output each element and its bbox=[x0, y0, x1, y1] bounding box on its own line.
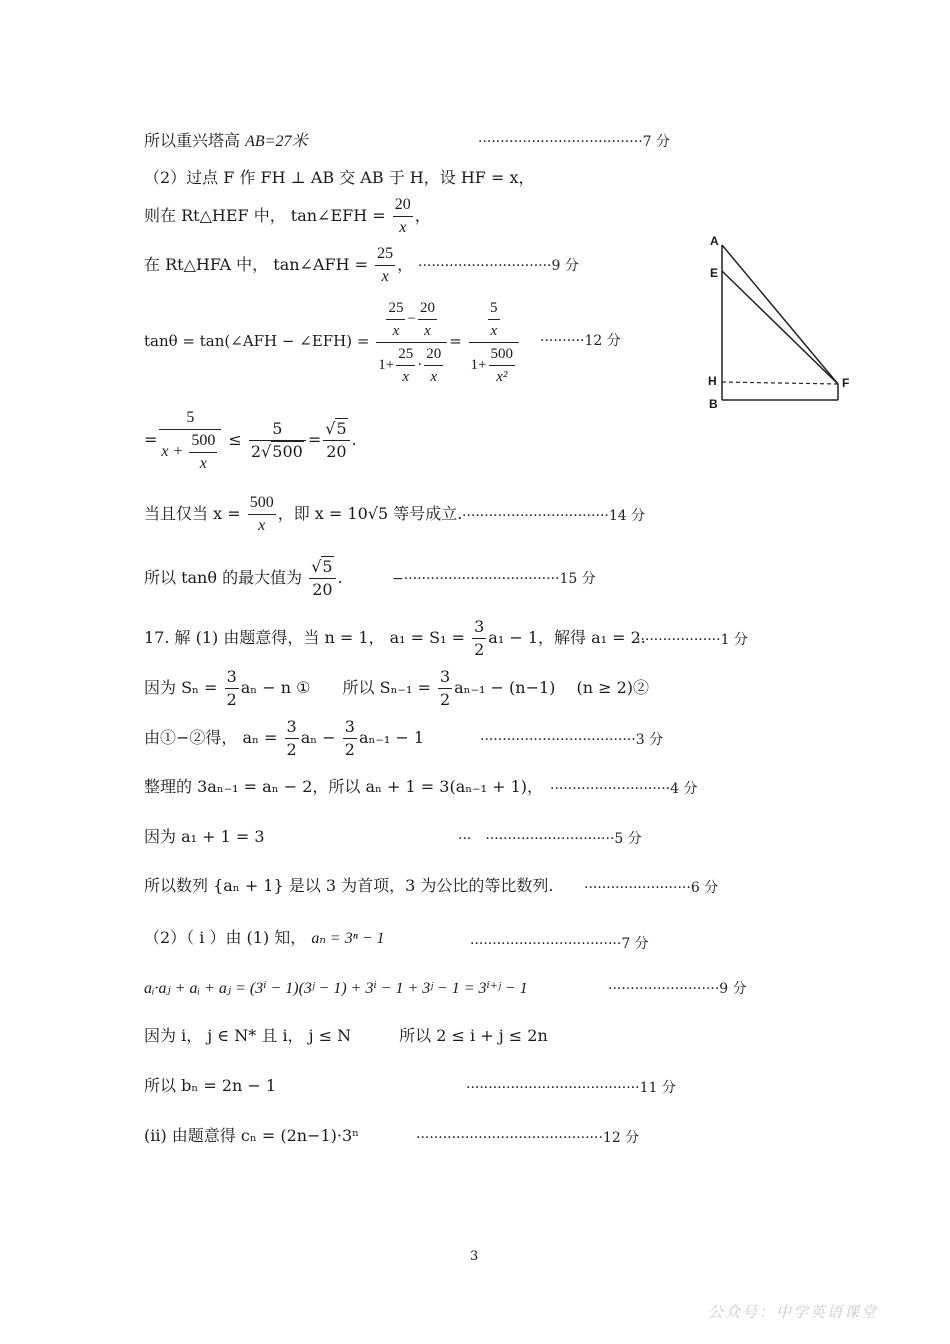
n: 20 bbox=[424, 343, 443, 366]
math-product: aᵢ·aⱼ + aᵢ + aⱼ = (3ⁱ − 1)(3ʲ − 1) + 3ⁱ − 1 + 3ʲ − 1 = 3ⁱ⁺ʲ − 1 bbox=[144, 980, 528, 997]
score-label: 12 分 bbox=[584, 333, 621, 349]
frac-25-x bbox=[386, 297, 405, 342]
text: 所以重兴塔高 bbox=[144, 131, 241, 150]
q17-line-6 bbox=[144, 876, 553, 896]
frac-500-x2 bbox=[489, 343, 516, 388]
q17-line-2 bbox=[144, 666, 649, 711]
n: √5 bbox=[309, 556, 335, 579]
d: 2 bbox=[226, 690, 237, 709]
radicand: 5 bbox=[336, 419, 347, 438]
label-b: B bbox=[709, 397, 718, 411]
equality-condition bbox=[144, 492, 462, 537]
text: 由①−②得， aₙ = bbox=[144, 728, 278, 747]
score-dots-3: ···································3 分 bbox=[480, 732, 664, 748]
q17-line-3 bbox=[144, 716, 424, 761]
n: 3 bbox=[343, 716, 357, 739]
d: 2 bbox=[474, 640, 485, 659]
one-plus: 1+ bbox=[470, 356, 487, 373]
compound-fraction-2 bbox=[469, 297, 519, 388]
text: 则在 Rt△HEF 中， tan∠EFH = bbox=[144, 206, 386, 225]
inequality-line: = 5 x + $\frac{500}{x}$ ≤ $\frac{5}{2√500}$ = $\frac{√5}{20}$ . bbox=[144, 405, 357, 475]
text: 所以 tanθ 的最大值为 bbox=[144, 568, 303, 587]
q17-line-1 bbox=[144, 616, 646, 661]
fraction-20-x bbox=[393, 194, 413, 239]
part2-setup bbox=[144, 168, 534, 188]
d: 20 bbox=[326, 442, 347, 461]
n: 5 bbox=[249, 418, 306, 441]
d: x bbox=[402, 368, 410, 385]
score-dots-11: ·······································11 分 bbox=[466, 1080, 676, 1096]
score-label: 11 分 bbox=[639, 1080, 676, 1096]
frac-500-x bbox=[189, 430, 217, 475]
text: （2）（ i ）由 (1) 知， bbox=[144, 928, 307, 947]
score-dots-12b: ··········································12 分 bbox=[416, 1130, 640, 1146]
score-label: 1 分 bbox=[720, 632, 748, 648]
d: 2√500 bbox=[250, 442, 303, 461]
n: 25 bbox=[386, 297, 405, 320]
text: 因为 Sₙ = bbox=[144, 678, 218, 697]
d: x bbox=[424, 322, 431, 339]
score-label: 14 分 bbox=[608, 508, 646, 524]
text: aₙ − n ① 所以 Sₙ₋₁ = bbox=[240, 678, 431, 697]
segment-hf-dashed bbox=[722, 382, 838, 384]
d: x + $\frac{500}{x}$ bbox=[159, 430, 221, 475]
frac-sqrt5-20 bbox=[323, 418, 349, 463]
score-label: 9 分 bbox=[551, 258, 579, 274]
math-an: aₙ = 3ⁿ − 1 bbox=[311, 930, 385, 947]
score-label: 5 分 bbox=[614, 831, 642, 847]
frac-500-x bbox=[248, 492, 276, 537]
denominator: x bbox=[399, 219, 407, 236]
n: 25 bbox=[396, 343, 415, 366]
frac-3-2 bbox=[438, 666, 452, 711]
denominator: 1+ $\frac{25}{x}$ · $\frac{20}{x}$ bbox=[376, 343, 447, 388]
frac-20-x bbox=[418, 297, 437, 342]
score-label: 4 分 bbox=[670, 781, 698, 797]
text: (ii) 由题意得 cₙ = (2n−1)·3ⁿ bbox=[144, 1126, 360, 1145]
d: 2 bbox=[286, 740, 297, 759]
denominator: x bbox=[381, 268, 389, 285]
radicand: 500 bbox=[272, 442, 303, 461]
answer-line-tower-height bbox=[144, 131, 307, 152]
text: 因为 i， j ∈ N* 且 i， j ≤ N 所以 2 ≤ i + j ≤ 2n bbox=[144, 1026, 548, 1045]
frac-3-2 bbox=[472, 616, 486, 661]
label-a: A bbox=[710, 234, 719, 248]
n: √5 bbox=[323, 418, 349, 441]
score-label: 7 分 bbox=[621, 936, 649, 952]
compound-fraction-1 bbox=[376, 297, 447, 388]
segment-ef bbox=[722, 271, 838, 384]
score-label: 12 分 bbox=[602, 1130, 640, 1146]
text: 所以数列 {aₙ + 1} 是以 3 为首项，3 为公比的等比数列. bbox=[144, 876, 554, 895]
math-ab: AB=27米 bbox=[245, 133, 308, 150]
segment-af bbox=[722, 245, 838, 384]
score-dots-7: ·····································7 分 bbox=[478, 134, 671, 150]
d: x bbox=[430, 368, 438, 385]
text: 在 Rt△HFA 中， tan∠AFH = bbox=[144, 255, 369, 274]
score-label: 7 分 bbox=[642, 134, 671, 150]
text: 因为 a₁ + 1 = 3 bbox=[144, 827, 265, 846]
max-value-line: 所以 tanθ 的最大值为 $\frac{√5}{20}$ . bbox=[144, 557, 343, 599]
q17-line-10 bbox=[144, 1076, 276, 1096]
d: x bbox=[258, 517, 266, 534]
text: 17. 解 (1) 由题意得，当 n = 1， a₁ = S₁ = bbox=[144, 628, 466, 647]
q17-line-5 bbox=[144, 827, 265, 847]
frac-5-x bbox=[488, 297, 500, 342]
score-dots-4: ···························4 分 bbox=[550, 781, 698, 797]
score-dots-14: ·································14 分 bbox=[462, 508, 646, 524]
score-dots-5: ··· ·····························5 分 bbox=[458, 831, 642, 847]
score-dots-12a: ··········12 分 bbox=[540, 333, 621, 349]
score-dots-7b: ··································7 分 bbox=[470, 936, 649, 952]
text: tanθ = tan(∠AFH − ∠EFH) = bbox=[144, 332, 370, 350]
frac-20-x bbox=[424, 343, 443, 388]
frac-3-2 bbox=[225, 666, 239, 711]
n: 500 bbox=[489, 343, 516, 366]
d: 20 bbox=[312, 580, 333, 599]
text: （2）过点 F 作 FH ⊥ AB 交 AB 于 H，设 HF = x， bbox=[144, 168, 535, 187]
tan-afh-line: 在 Rt△HFA 中， tan∠AFH = $\frac{25}{x}$ ， bbox=[144, 243, 413, 288]
radicand: 5 bbox=[322, 557, 333, 576]
numerator: 20 bbox=[393, 194, 413, 217]
n: 3 bbox=[285, 716, 299, 739]
frac-5-over-x-plus bbox=[159, 407, 221, 475]
frac-sqrt5-20 bbox=[309, 556, 335, 601]
n: 3 bbox=[225, 666, 239, 689]
score-dots-6: ························6 分 bbox=[584, 880, 719, 896]
n: 500 bbox=[248, 492, 276, 515]
label-h: H bbox=[708, 374, 717, 388]
score-dots-15: −···································15 分 bbox=[392, 571, 596, 587]
frac-5-over-2sqrt500 bbox=[249, 418, 306, 463]
n: 5 bbox=[488, 297, 500, 320]
frac-3-2 bbox=[343, 716, 357, 761]
text: aₙ₋₁ − 1 bbox=[358, 728, 425, 747]
q17-line-11 bbox=[144, 1126, 359, 1146]
score-dots-1: ···················1 分 bbox=[636, 632, 748, 648]
text: a₁ − 1，解得 a₁ = 2. bbox=[488, 628, 646, 647]
denominator bbox=[469, 343, 519, 388]
n: 3 bbox=[472, 616, 486, 639]
score-label: 9 分 bbox=[719, 981, 747, 997]
q17-line-9 bbox=[144, 1026, 548, 1046]
q17-line-4 bbox=[144, 777, 543, 797]
label-e: E bbox=[710, 266, 719, 280]
frac-3-2 bbox=[285, 716, 299, 761]
text: 整理的 3aₙ₋₁ = aₙ − 2，所以 aₙ + 1 = 3(aₙ₋₁ + 1)， bbox=[144, 777, 544, 796]
text: aₙ₋₁ − (n−1) (n ≥ 2)② bbox=[454, 678, 650, 697]
tan-theta-line: tanθ = tan(∠AFH − ∠EFH) = $\frac{25}{x}$ − $\frac{20}{x}$ 1+ $\frac{25}{x}$ · $\frac{20}{x}$ = $\frac{5}{x}$ 1+ $\frac{500}{\text{x²}}$ bbox=[144, 296, 521, 388]
score-label: 3 分 bbox=[635, 732, 664, 748]
d: 2 bbox=[439, 690, 451, 709]
d: x bbox=[490, 322, 498, 339]
score-dots-9b: ·························9 分 bbox=[608, 981, 747, 997]
d: x² bbox=[496, 368, 508, 385]
d: x bbox=[199, 454, 207, 472]
n: 5 bbox=[159, 407, 221, 430]
score-dots-9: ······························9 分 bbox=[418, 258, 579, 274]
label-f: F bbox=[842, 376, 850, 390]
q17-line-7 bbox=[144, 928, 385, 949]
numerator: $\frac{25}{x}$ − $\frac{20}{x}$ bbox=[376, 297, 447, 343]
n: 3 bbox=[438, 666, 452, 689]
watermark: 公众号：中学英语课堂 bbox=[708, 1303, 879, 1321]
tan-efh-line: 则在 Rt△HEF 中， tan∠EFH = $\frac{20}{x}$ ， bbox=[144, 194, 431, 239]
score-label: 6 分 bbox=[690, 880, 719, 896]
score-label: 15 分 bbox=[559, 571, 596, 587]
d: 2 bbox=[344, 740, 355, 759]
page-number: 3 bbox=[470, 1249, 479, 1264]
text: aₙ − bbox=[300, 728, 336, 747]
fraction-25-x bbox=[375, 243, 395, 288]
text: ，即 x = 10√5 等号成立. bbox=[277, 504, 463, 523]
text: 当且仅当 x = bbox=[144, 504, 241, 523]
q17-line-8 bbox=[144, 978, 528, 999]
frac-25-x bbox=[396, 343, 415, 388]
coef: 2 bbox=[250, 442, 262, 461]
numerator bbox=[469, 297, 519, 343]
n: 20 bbox=[418, 297, 437, 320]
d: x bbox=[392, 322, 400, 339]
numerator: 25 bbox=[375, 243, 395, 266]
text: 所以 bₙ = 2n − 1 bbox=[144, 1076, 277, 1095]
n: 500 bbox=[189, 430, 217, 453]
